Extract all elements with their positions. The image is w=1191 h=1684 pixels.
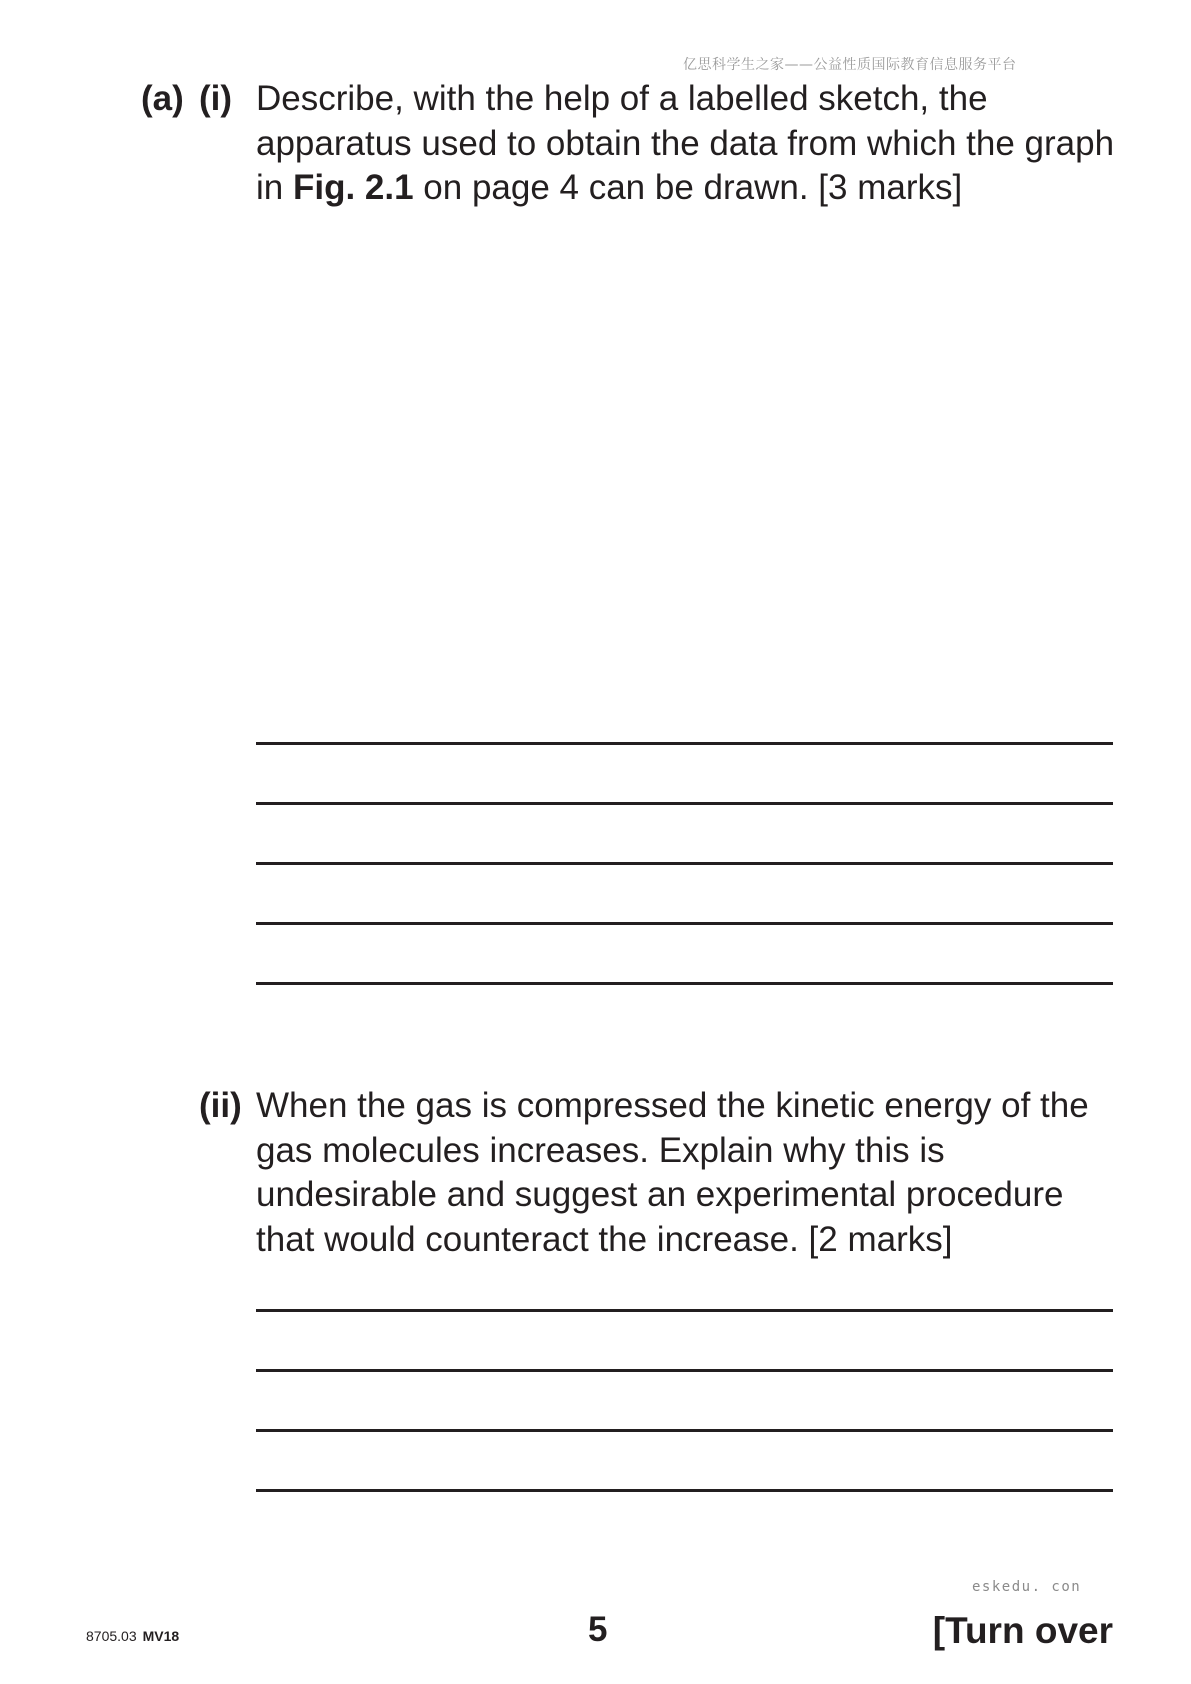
figure-reference: Fig. 2.1 bbox=[292, 168, 414, 207]
subquestion-ii-label: (ii) bbox=[199, 1086, 242, 1125]
answer-line-ii-1[interactable] bbox=[256, 1309, 1113, 1312]
paper-code bbox=[86, 1628, 179, 1644]
answer-line-i-2[interactable] bbox=[256, 802, 1113, 805]
page-number: 5 bbox=[588, 1610, 608, 1649]
subquestion-i-text-part1: Describe, with the help of a labelled sketch, the apparatus used to obtain the data from which the graph in bbox=[256, 79, 1115, 207]
subquestion-ii-text: When the gas is compressed the kinetic energy of the gas molecules increases. Explain why this is undesirable and suggest an experimental procedure that would counteract the increase. [2 marks] bbox=[256, 1086, 1089, 1259]
answer-line-ii-4[interactable] bbox=[256, 1489, 1113, 1492]
subquestion-i-label: (i) bbox=[199, 79, 233, 118]
question-part-label: (a) bbox=[141, 79, 184, 118]
answer-line-i-1[interactable] bbox=[256, 742, 1113, 745]
turn-over-label: [Turn over bbox=[932, 1610, 1113, 1651]
watermark-top: 亿思科学生之家——公益性质国际教育信息服务平台 bbox=[683, 57, 1017, 73]
subquestion-i-text-part2: on page 4 can be drawn. [3 marks] bbox=[413, 168, 963, 207]
paper-version: MV18 bbox=[142, 1628, 180, 1644]
answer-line-i-3[interactable] bbox=[256, 862, 1113, 865]
watermark-bottom: eskedu. con bbox=[972, 1579, 1082, 1595]
paper-code-number: 8705.03 bbox=[86, 1628, 137, 1644]
answer-line-ii-2[interactable] bbox=[256, 1369, 1113, 1372]
answer-line-ii-3[interactable] bbox=[256, 1429, 1113, 1432]
subquestion-i-text bbox=[256, 77, 1116, 211]
answer-line-i-5[interactable] bbox=[256, 982, 1113, 985]
answer-line-i-4[interactable] bbox=[256, 922, 1113, 925]
